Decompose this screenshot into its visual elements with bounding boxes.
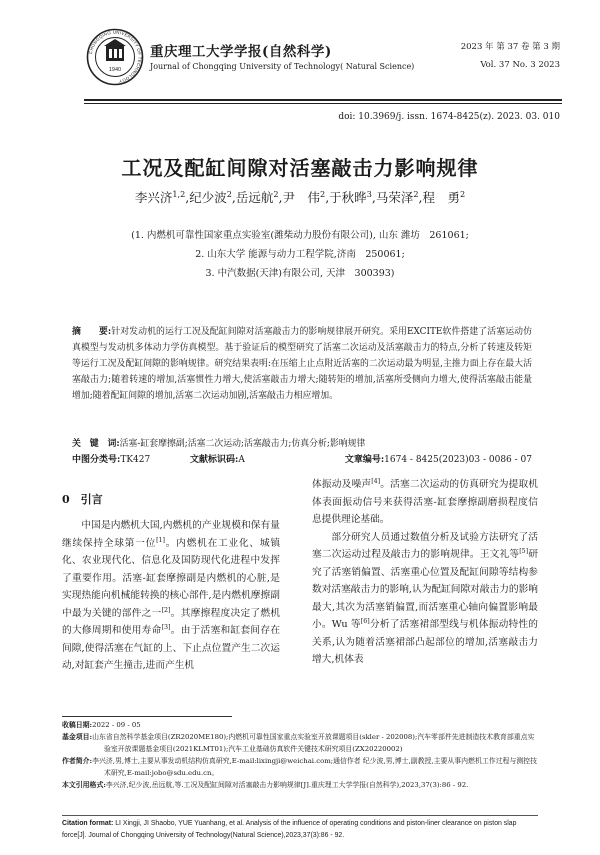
header-rule-thin (84, 103, 562, 104)
clc-value: TK427 (120, 455, 151, 465)
keywords (72, 436, 532, 449)
abstract-text: 针对发动机的运行工况及配缸间隙对活塞敲击力的影响规律展开研究。采用EXCITE软件搭建了活塞运动仿真模型与发动机多体动力学仿真模型。基于验证后的模型研究了活塞二次运动及活塞敲击力的特点,分析了转速及转矩等运行工况及配缸间隙的影响规律。研究结果表明:在压缩上止点附近活塞的二次运动最为明显,主推力面上存在最大活塞敲击力;随着转速的增加,活塞惯性力增大,使活塞敲击力增大;随转矩的增加,活塞所受侧向力增大,使得活塞敲击能量增加;随着配缸间隙的增加,活塞二次运动加剧,活塞敲击力相应增加。 (72, 327, 532, 401)
citation-ref[interactable]: [4] (371, 477, 381, 485)
doc-code-label: 文献标识码: (190, 455, 239, 465)
citation-format-label: Citation format: (62, 820, 114, 827)
footnotes (62, 719, 538, 791)
citation-ref[interactable]: [2] (161, 606, 171, 614)
keywords-text: 活塞-缸套摩擦副;活塞二次运动;活塞敲击力;仿真分析;影响规律 (119, 439, 366, 449)
affiliation-2: 2. 山东大学 能源与动力工程学院,济南 250061; (195, 249, 405, 260)
affiliation-3: 3. 中汽数据(天津)有限公司, 天津 300393) (205, 268, 395, 279)
body-paragraph: 中国是内燃机大国,内燃机的产业规模和保有量继续保持全球第一位[1]。内燃机在工业化、城镇化、农业现代化、信息化及国防现代化进程中发挥了重要作用。活塞-缸套摩擦副是内燃机的心脏,是实现热能向机械能转换的核心部件,是内燃机摩擦副中最为关键的部件之一[2]。其摩擦程度决定了燃机的大修周期和使用寿命[3]。由于活塞和缸套间存在间隙,使得活塞在气缸的上、下止点位置产生二次运动,对缸套产生撞击,进而产生机 (62, 520, 281, 671)
affiliation-marker: 2 (320, 188, 326, 199)
body-column-left (62, 517, 280, 675)
affiliation-1: (1. 内燃机可靠性国家重点实验室(潍柴动力股份有限公司), 山东 潍坊 261061; (131, 230, 469, 241)
affiliation-marker: 2 (226, 188, 232, 199)
footnote-funding: 基金项目:山东省自然科学基金项目(ZR2020ME180);内燃机可靠性国家重点实验室开放课题项目(skler - 202008);汽车零部件先进制造技术教育部重点实验室开放课题基金项目(2021KLMT01);汽车工业基础仿真软件关键技术研究项目(ZX20220002) (62, 733, 535, 753)
article-number-value: 1674 - 8425(2023)03 - 0086 - 07 (384, 455, 532, 465)
journal-title-en: Journal of Chongqing University of Technology( Natural Science) (150, 62, 415, 71)
body-paragraph: 体振动及噪声[4]。活塞二次运动的仿真研究为提取机体表面振动信号来获得活塞-缸套摩擦副磨损程度信息提供理论基础。 (312, 477, 538, 525)
citation-format-en (62, 818, 538, 842)
abstract (72, 324, 532, 404)
footnote-received: 收稿日期:2022 - 09 - 05 (62, 721, 141, 729)
footnote-cn-citation: 本文引用格式:李兴济,纪少波,岳远航,等.工况及配缸间隙对活塞敲击力影响规律[J].重庆理工大学学报(自然科学),2023,37(3):86 - 92. (62, 781, 469, 789)
citation-ref[interactable]: [1] (156, 536, 166, 544)
doc-code-value: A (238, 455, 245, 465)
header-rule-thick (84, 99, 562, 101)
article-number-label: 文章编号: (344, 455, 385, 465)
author-list: 李兴济$^{1,2}$,纪少波$^2$,岳远航$^2$,尹 伟$^2$,于秋晔$^3$,马荣泽$^2$,程 勇$^2$ (134, 188, 466, 205)
doi: doi: 10.3969/j. issn. 1674-8425(z). 2023. 03. 010 (338, 112, 560, 122)
citation-ref[interactable]: [6] (360, 617, 370, 625)
seal-year: 1940 (108, 67, 122, 73)
section-heading-introduction: 0 引言 (62, 493, 103, 506)
seal-ring-text: CHONGQING UNIVERSITY OF TECHNOLOGY (87, 29, 143, 85)
journal-title-cn: 重庆理工大学学报(自然科学) (150, 44, 332, 60)
abstract-label: 摘 要: (72, 327, 112, 337)
body-column-right (312, 476, 538, 669)
citation-ref[interactable]: [5] (519, 547, 529, 555)
citation-rule (62, 815, 538, 816)
paper-title: 工况及配缸间隙对活塞敲击力影响规律 (121, 156, 479, 180)
citation-format-text: LI Xingji, JI Shaobo, YUE Yuanhang, et al. Analysis of the influence of operating conditions and piston-liner clearance on piston slap force[J]. Journal of Chongqing University of Technology(Natural Science),2023,37(3):86 - 92. (62, 820, 517, 839)
university-seal-logo (86, 28, 144, 86)
journal-issue-cn: 2023 年 第 37 卷 第 3 期 (460, 42, 560, 52)
affiliation-marker: 2 (460, 188, 466, 199)
keywords-label: 关 键 词: (72, 439, 120, 449)
footnote-rule (62, 716, 232, 717)
affiliation-marker: 1,2 (172, 188, 186, 199)
affiliation-marker: 3 (366, 188, 372, 199)
affiliation-marker: 2 (413, 188, 419, 199)
affiliation-marker: 2 (273, 188, 279, 199)
journal-volume-en: Vol. 37 No. 3 2023 (480, 60, 560, 70)
body-paragraph: 部分研究人员通过数值分析及试验方法研究了活塞二次运动过程及敲击力的影响规律。王文礼等[5]研究了活塞销偏置、活塞重心位置及配缸间隙等结构参数对活塞敲击力的影响,认为配缸间隙对敲击力的影响最大,其次为活塞销偏置,而活塞重心轴向偏置影响最小。Wu 等[6]分析了活塞裙部型线与机体振动特性的关系,认为随着活塞裙部凸起部位的增加,活塞敲击力增大,机体表 (312, 531, 539, 665)
footnote-author-bio: 作者简介:李兴济,男,博士,主要从事发动机结构仿真研究,E-mail:lixingji@weichai.com;通信作者 纪少波,男,博士,副教授,主要从事内燃机工作过程与测控技术研究,E-mail:jobo@sdu.edu.cn。 (62, 757, 537, 777)
clc-label: 中图分类号: (72, 455, 121, 465)
classification-line (72, 452, 532, 465)
citation-ref[interactable]: [3] (161, 623, 171, 631)
